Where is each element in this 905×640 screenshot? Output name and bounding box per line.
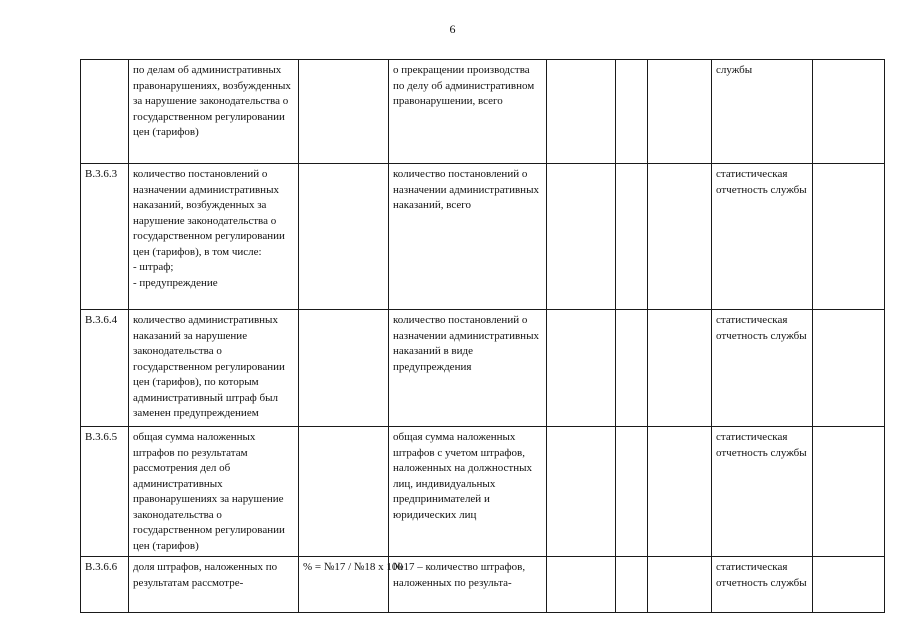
empty-cell: [616, 164, 648, 310]
row-code: В.3.6.3: [81, 164, 129, 310]
formula-cell: % = №17 / №18 x 100: [299, 557, 389, 613]
empty-cell: [813, 60, 885, 164]
formula-cell: [299, 60, 389, 164]
indicator-cell: [129, 310, 299, 427]
indicator-cell: [129, 427, 299, 557]
empty-cell: [648, 60, 712, 164]
empty-cell: [547, 164, 616, 310]
indicator-cell: [129, 60, 299, 164]
empty-cell: [616, 310, 648, 427]
empty-cell: [813, 310, 885, 427]
indicator-text: количество административных наказаний за нарушение законодательства о государственном регулировании цен (тарифов), по которым административный штраф был заменен предупреждением: [133, 314, 285, 419]
formula-cell: [299, 427, 389, 557]
empty-cell: [547, 427, 616, 557]
empty-cell: [648, 164, 712, 310]
description-cell: [389, 557, 547, 613]
source-text: статистическая отчетность службы: [716, 314, 807, 342]
description-cell: [389, 60, 547, 164]
table-row: [81, 427, 885, 557]
formula-cell: [299, 164, 389, 310]
empty-cell: [616, 557, 648, 613]
table-row: [81, 557, 885, 613]
empty-cell: [813, 557, 885, 613]
empty-cell: [547, 557, 616, 613]
formula-cell: [299, 310, 389, 427]
description-text: количество постановлений о назначении административных наказаний, всего: [393, 168, 539, 211]
indicator-cell: [129, 557, 299, 613]
row-code: В.3.6.5: [81, 427, 129, 557]
row-code: В.3.6.4: [81, 310, 129, 427]
empty-cell: [648, 427, 712, 557]
empty-cell: [813, 164, 885, 310]
empty-cell: [616, 60, 648, 164]
indicator-text: доля штрафов, наложенных по результатам рассмотре-: [133, 561, 278, 589]
indicator-table: [80, 59, 885, 613]
empty-cell: [813, 427, 885, 557]
source-cell: [712, 164, 813, 310]
source-cell: [712, 310, 813, 427]
empty-cell: [616, 427, 648, 557]
source-cell: [712, 557, 813, 613]
empty-cell: [648, 557, 712, 613]
source-text: статистическая отчетность службы: [716, 168, 807, 196]
row-code: В.3.6.6: [81, 557, 129, 613]
source-text: службы: [716, 64, 753, 76]
table-row: [81, 164, 885, 310]
row-code: [81, 60, 129, 164]
source-cell: [712, 427, 813, 557]
empty-cell: [547, 60, 616, 164]
description-cell: [389, 164, 547, 310]
empty-cell: [547, 310, 616, 427]
indicator-cell: [129, 164, 299, 310]
source-cell: [712, 60, 813, 164]
description-cell: [389, 427, 547, 557]
indicator-text: по делам об административных правонарушениях, возбужденных за нарушение законодательства о государственном регулировании цен (тарифов): [133, 64, 291, 138]
table-row: [81, 60, 885, 164]
empty-cell: [648, 310, 712, 427]
table-row: [81, 310, 885, 427]
description-text: о прекращении производства по делу об административном правонарушении, всего: [393, 64, 535, 107]
description-text: №17 – количество штрафов, наложенных по результа-: [393, 561, 526, 589]
indicator-text: количество постановлений о назначении административных наказаний, возбужденных за нарушение законодательства о государственном регулировании цен (тарифов), в том числе: - штраф; - предупреждение: [133, 168, 285, 289]
description-text: количество постановлений о назначении административных наказаний в виде предупреждения: [393, 314, 539, 373]
source-text: статистическая отчетность службы: [716, 431, 807, 459]
page-number: 6: [449, 22, 456, 36]
source-text: статистическая отчетность службы: [716, 561, 807, 589]
description-text: общая сумма наложенных штрафов с учетом штрафов, наложенных на должностных лиц, индивидуальных предпринимателей и юридических лиц: [393, 431, 533, 521]
description-cell: [389, 310, 547, 427]
indicator-text: общая сумма наложенных штрафов по результатам рассмотрения дел об административных правонарушениях за нарушение законодательства о государственном регулировании цен (тарифов): [133, 431, 285, 552]
